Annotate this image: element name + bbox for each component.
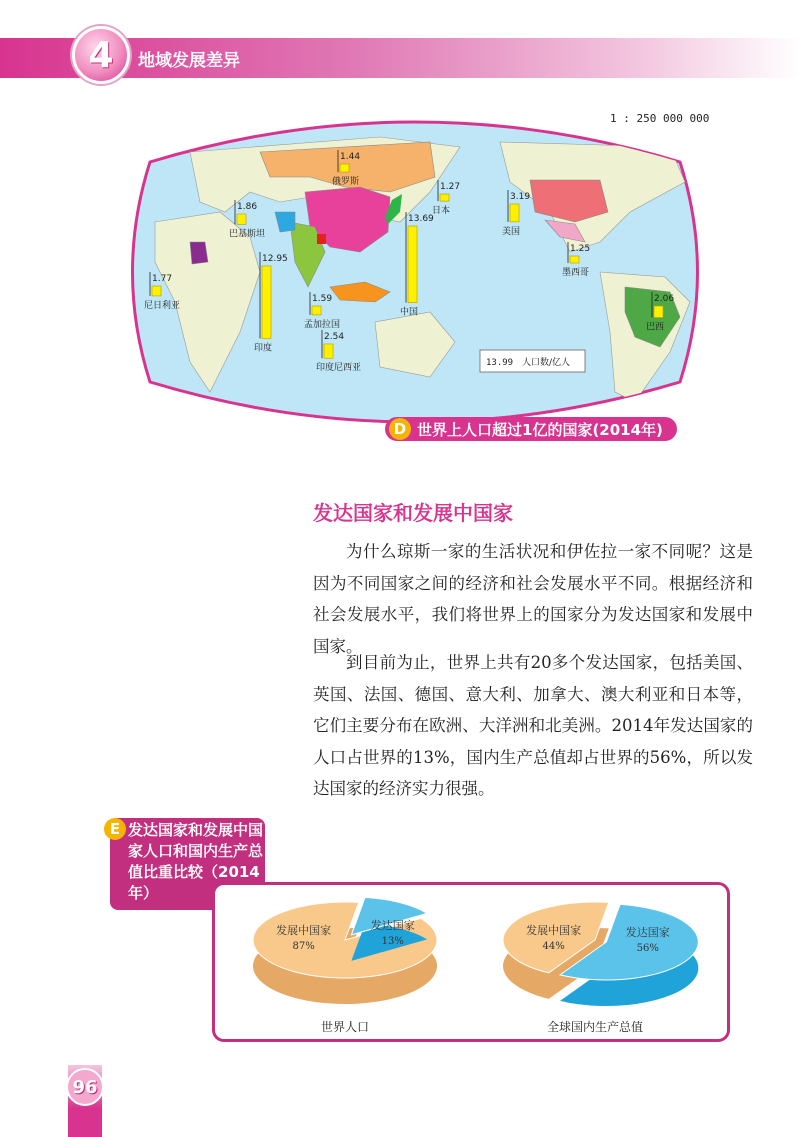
pie-slice-category: 发达国家 xyxy=(370,918,415,932)
map-bar-country: 墨西哥 xyxy=(562,268,590,278)
map-bar-value: 3.19 xyxy=(510,192,531,202)
pie-slice-label: 13% xyxy=(381,935,404,947)
paragraph-2: 到目前为止，世界上共有20多个发达国家，包括美国、英国、法国、德国、意大利、加拿大、澳大利亚和日本等，它们主要分布在欧洲、大洋洲和北美洲。2014年发达国家的人口占世界的13%，国内生产总值却占世界的56%，所以发达国家的经济实力很强。 xyxy=(313,653,753,798)
map-bar-country: 孟加拉国 xyxy=(304,319,341,330)
map-bar-value: 1.86 xyxy=(237,202,258,212)
pie-chart-title: 全球国内生产总值 xyxy=(546,1020,644,1034)
map-bar-country: 中国 xyxy=(400,307,419,318)
map-bar xyxy=(340,164,349,172)
map-caption: 世界上人口超过1亿的国家(2014年) xyxy=(417,420,663,439)
pie-slice-category: 发展中国家 xyxy=(276,924,332,937)
map-bar xyxy=(324,344,333,358)
legend-value: 13.99 xyxy=(486,358,514,368)
map-caption-letter: D xyxy=(389,418,411,440)
map-bar-country: 美国 xyxy=(502,226,521,237)
pie-chart xyxy=(253,897,437,1034)
map-bar xyxy=(510,204,519,222)
map-bar-value: 2.54 xyxy=(324,332,345,342)
map-bar-value: 12.95 xyxy=(262,254,288,264)
pie-slice-label: 44% xyxy=(542,941,565,952)
map-bar-country: 巴基斯坦 xyxy=(229,229,266,240)
map-bar xyxy=(570,256,579,263)
map-bar-value: 1.77 xyxy=(152,274,173,284)
map-bar-country: 俄罗斯 xyxy=(332,177,360,188)
map-bar-country: 尼日利亚 xyxy=(144,300,181,311)
map-bar xyxy=(440,194,449,201)
pie-slice-label: 56% xyxy=(636,942,659,954)
section-title: 发达国家和发展中国家 xyxy=(313,501,513,525)
chapter-number: 4 xyxy=(88,35,114,76)
map-caption-banner xyxy=(385,417,677,441)
pie-chart xyxy=(503,902,698,1034)
map-bar-value: 2.06 xyxy=(654,294,675,304)
map-bar xyxy=(408,226,417,303)
figure-e-charts xyxy=(215,885,727,1039)
legend-text: 人口数/亿人 xyxy=(522,358,571,368)
map-bar-country: 印度 xyxy=(254,343,273,354)
map-bar xyxy=(152,286,161,296)
map-bar-value: 1.59 xyxy=(312,294,333,304)
pie-slice-label: 87% xyxy=(292,941,315,952)
map-bar xyxy=(654,306,663,318)
map-bar-value: 1.25 xyxy=(570,244,591,254)
page-number: 96 xyxy=(66,1068,104,1106)
figure-e-title: 发达国家和发展中国家人口和国内生产总值比重比较（2014年） xyxy=(128,821,264,902)
paragraph-1: 为什么琼斯一家的生活状况和伊佐拉一家不同呢？这是因为不同国家之间的经济和社会发展水平不同。根据经济和社会发展水平，我们将世界上的国家分为发达国家和发展中国家。 xyxy=(313,542,753,656)
map-bar xyxy=(312,306,321,315)
country-nigeria xyxy=(190,242,208,264)
pie-slice-category: 发展中国家 xyxy=(526,924,582,937)
figure-e-letter: E xyxy=(104,818,126,840)
map-bar xyxy=(262,266,271,339)
map-bar-country: 巴西 xyxy=(646,322,665,333)
map-bar xyxy=(237,214,246,224)
map-legend xyxy=(480,350,585,372)
chapter-badge xyxy=(72,26,130,84)
country-bangladesh xyxy=(317,234,326,244)
map-bar-country: 日本 xyxy=(432,206,451,217)
world-population-map xyxy=(130,102,700,442)
map-bar-value: 13.69 xyxy=(408,214,434,224)
map-scale: 1 : 250 000 000 xyxy=(610,112,710,125)
pie-chart-title: 世界人口 xyxy=(320,1020,370,1034)
map-bar-value: 1.44 xyxy=(340,152,361,162)
chapter-title: 地域发展差异 xyxy=(138,51,240,71)
chapter-header xyxy=(0,0,800,90)
map-bar-value: 1.27 xyxy=(440,182,461,192)
pie-slice-category: 发达国家 xyxy=(625,925,670,939)
map-bar-country: 印度尼西亚 xyxy=(316,363,362,374)
